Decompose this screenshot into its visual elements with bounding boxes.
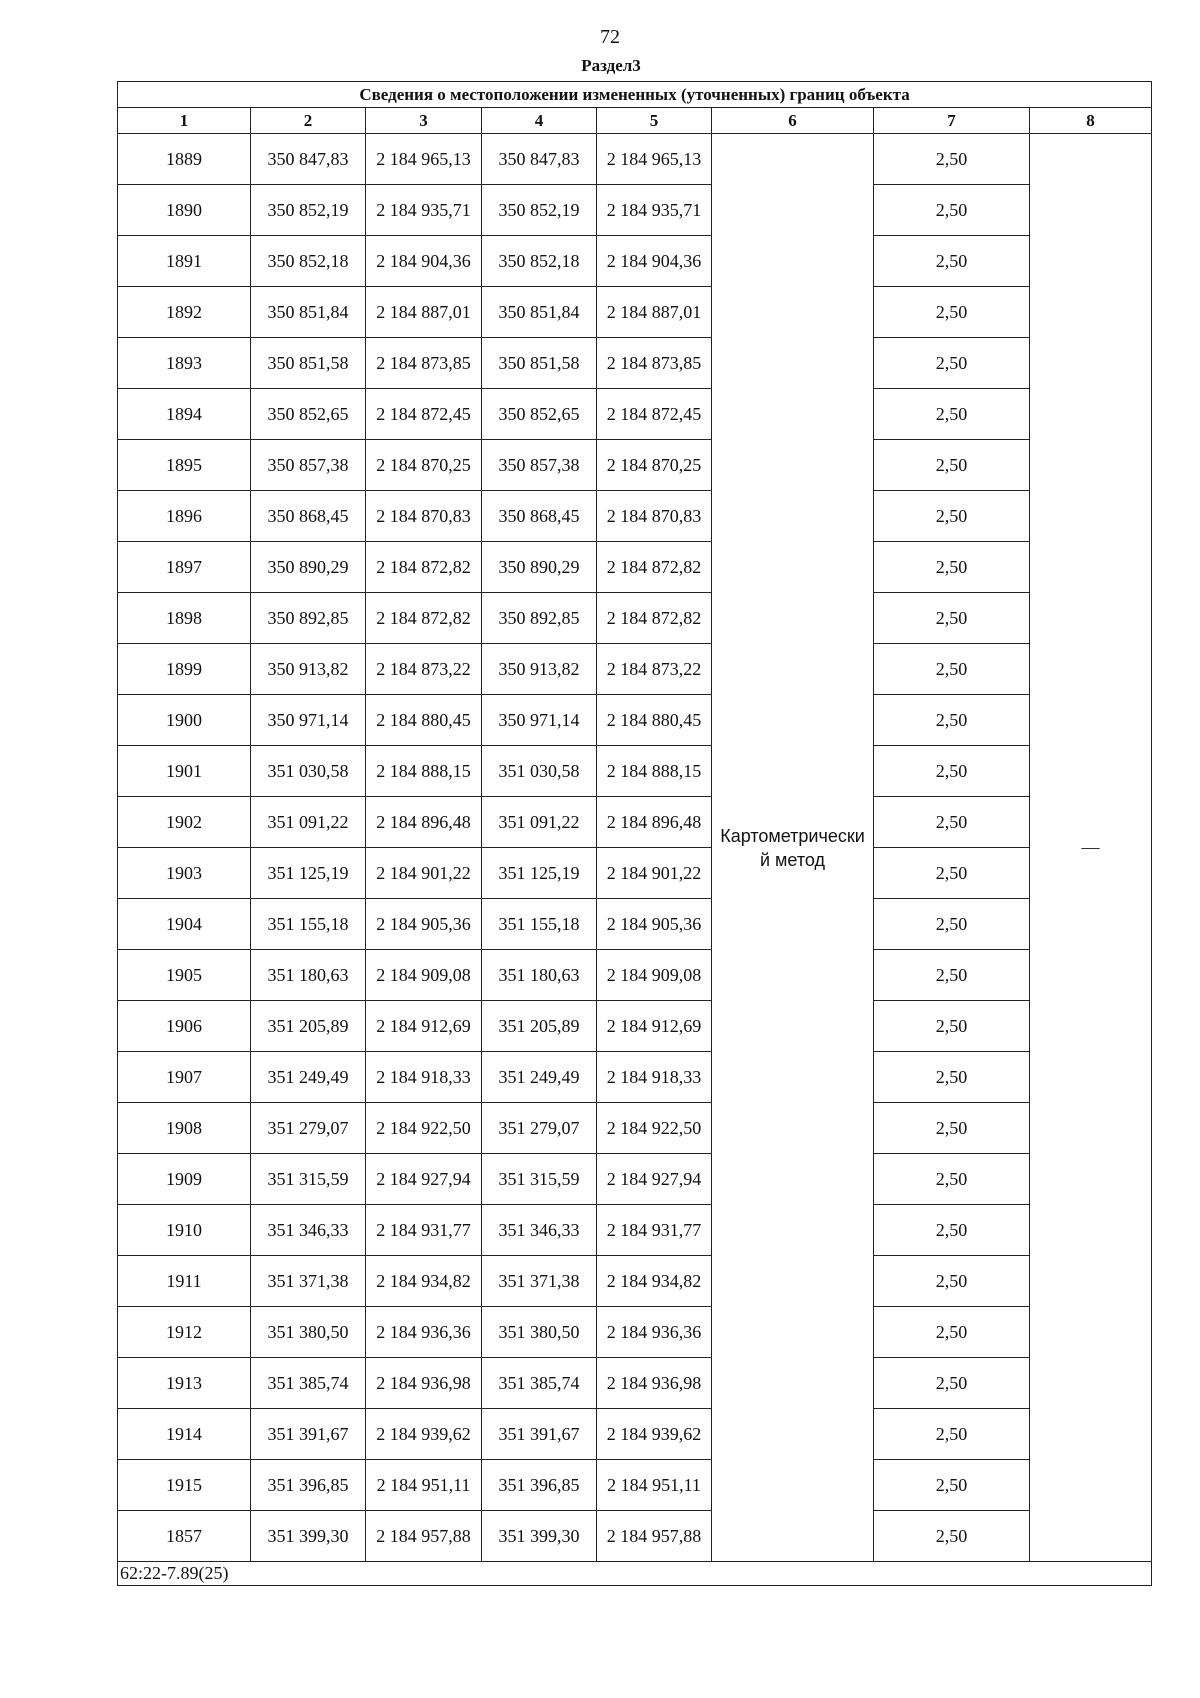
point-number-cell: 1914 — [118, 1409, 251, 1460]
table-row — [118, 1511, 1152, 1562]
y-new-coordinate-cell: 2 184 873,22 — [597, 644, 712, 695]
y-coordinate-cell: 2 184 872,82 — [366, 542, 482, 593]
table-row — [118, 950, 1152, 1001]
x-coordinate-cell: 351 380,50 — [251, 1307, 366, 1358]
y-new-coordinate-cell: 2 184 904,36 — [597, 236, 712, 287]
accuracy-cell: 2,50 — [874, 695, 1030, 746]
accuracy-cell: 2,50 — [874, 1052, 1030, 1103]
x-coordinate-cell: 350 851,58 — [251, 338, 366, 389]
table-row — [118, 695, 1152, 746]
x-new-coordinate-cell: 351 279,07 — [482, 1103, 597, 1154]
x-new-coordinate-cell: 351 399,30 — [482, 1511, 597, 1562]
point-number-cell: 1906 — [118, 1001, 251, 1052]
x-new-coordinate-cell: 351 315,59 — [482, 1154, 597, 1205]
point-number-cell: 1905 — [118, 950, 251, 1001]
y-coordinate-cell: 2 184 909,08 — [366, 950, 482, 1001]
accuracy-cell: 2,50 — [874, 797, 1030, 848]
y-coordinate-cell: 2 184 872,82 — [366, 593, 482, 644]
x-new-coordinate-cell: 350 913,82 — [482, 644, 597, 695]
y-coordinate-cell: 2 184 873,22 — [366, 644, 482, 695]
accuracy-cell: 2,50 — [874, 1154, 1030, 1205]
table-row — [118, 1103, 1152, 1154]
point-number-cell: 1895 — [118, 440, 251, 491]
y-new-coordinate-cell: 2 184 951,11 — [597, 1460, 712, 1511]
y-coordinate-cell: 2 184 888,15 — [366, 746, 482, 797]
table-row — [118, 1358, 1152, 1409]
table-row — [118, 593, 1152, 644]
y-new-coordinate-cell: 2 184 936,36 — [597, 1307, 712, 1358]
x-new-coordinate-cell: 350 851,58 — [482, 338, 597, 389]
point-number-cell: 1894 — [118, 389, 251, 440]
y-new-coordinate-cell: 2 184 888,15 — [597, 746, 712, 797]
page-number: 72 — [600, 26, 620, 48]
column-header: 8 — [1030, 108, 1152, 134]
accuracy-cell: 2,50 — [874, 1001, 1030, 1052]
accuracy-cell: 2,50 — [874, 644, 1030, 695]
y-coordinate-cell: 2 184 873,85 — [366, 338, 482, 389]
column-header: 3 — [366, 108, 482, 134]
y-coordinate-cell: 2 184 922,50 — [366, 1103, 482, 1154]
accuracy-cell: 2,50 — [874, 1358, 1030, 1409]
table-row — [118, 797, 1152, 848]
y-coordinate-cell: 2 184 939,62 — [366, 1409, 482, 1460]
accuracy-cell: 2,50 — [874, 491, 1030, 542]
table-row — [118, 1205, 1152, 1256]
x-new-coordinate-cell: 350 852,65 — [482, 389, 597, 440]
x-coordinate-cell: 350 857,38 — [251, 440, 366, 491]
x-coordinate-cell: 351 396,85 — [251, 1460, 366, 1511]
y-new-coordinate-cell: 2 184 939,62 — [597, 1409, 712, 1460]
x-new-coordinate-cell: 351 091,22 — [482, 797, 597, 848]
accuracy-cell: 2,50 — [874, 185, 1030, 236]
accuracy-cell: 2,50 — [874, 1256, 1030, 1307]
x-coordinate-cell: 350 913,82 — [251, 644, 366, 695]
y-new-coordinate-cell: 2 184 870,83 — [597, 491, 712, 542]
y-coordinate-cell: 2 184 905,36 — [366, 899, 482, 950]
x-new-coordinate-cell: 350 971,14 — [482, 695, 597, 746]
table-row — [118, 338, 1152, 389]
method-cell: Картометрически й метод — [712, 134, 874, 1562]
table-row — [118, 848, 1152, 899]
x-new-coordinate-cell: 351 180,63 — [482, 950, 597, 1001]
point-number-cell: 1907 — [118, 1052, 251, 1103]
table-row — [118, 134, 1152, 185]
table-row — [118, 1409, 1152, 1460]
y-new-coordinate-cell: 2 184 872,45 — [597, 389, 712, 440]
accuracy-cell: 2,50 — [874, 1511, 1030, 1562]
x-new-coordinate-cell: 351 371,38 — [482, 1256, 597, 1307]
table-row — [118, 185, 1152, 236]
y-new-coordinate-cell: 2 184 870,25 — [597, 440, 712, 491]
x-new-coordinate-cell: 350 852,18 — [482, 236, 597, 287]
x-coordinate-cell: 350 852,65 — [251, 389, 366, 440]
y-coordinate-cell: 2 184 896,48 — [366, 797, 482, 848]
x-coordinate-cell: 351 125,19 — [251, 848, 366, 899]
x-coordinate-cell: 351 205,89 — [251, 1001, 366, 1052]
y-coordinate-cell: 2 184 931,77 — [366, 1205, 482, 1256]
x-coordinate-cell: 350 971,14 — [251, 695, 366, 746]
x-new-coordinate-cell: 351 346,33 — [482, 1205, 597, 1256]
accuracy-cell: 2,50 — [874, 593, 1030, 644]
x-coordinate-cell: 351 315,59 — [251, 1154, 366, 1205]
accuracy-cell: 2,50 — [874, 542, 1030, 593]
x-new-coordinate-cell: 351 380,50 — [482, 1307, 597, 1358]
table-row — [118, 1307, 1152, 1358]
x-coordinate-cell: 351 155,18 — [251, 899, 366, 950]
y-coordinate-cell: 2 184 934,82 — [366, 1256, 482, 1307]
accuracy-cell: 2,50 — [874, 746, 1030, 797]
y-new-coordinate-cell: 2 184 934,82 — [597, 1256, 712, 1307]
footer-row — [118, 1562, 1152, 1586]
y-new-coordinate-cell: 2 184 905,36 — [597, 899, 712, 950]
y-coordinate-cell: 2 184 927,94 — [366, 1154, 482, 1205]
table-row — [118, 1460, 1152, 1511]
y-coordinate-cell: 2 184 872,45 — [366, 389, 482, 440]
point-number-cell: 1912 — [118, 1307, 251, 1358]
point-number-cell: 1903 — [118, 848, 251, 899]
y-new-coordinate-cell: 2 184 918,33 — [597, 1052, 712, 1103]
table-row — [118, 389, 1152, 440]
accuracy-cell: 2,50 — [874, 899, 1030, 950]
table-row — [118, 1256, 1152, 1307]
point-number-cell: 1904 — [118, 899, 251, 950]
x-new-coordinate-cell: 351 205,89 — [482, 1001, 597, 1052]
column-header: 1 — [118, 108, 251, 134]
x-coordinate-cell: 350 847,83 — [251, 134, 366, 185]
y-new-coordinate-cell: 2 184 957,88 — [597, 1511, 712, 1562]
table-row — [118, 491, 1152, 542]
accuracy-cell: 2,50 — [874, 950, 1030, 1001]
x-new-coordinate-cell: 350 851,84 — [482, 287, 597, 338]
x-coordinate-cell: 351 091,22 — [251, 797, 366, 848]
y-coordinate-cell: 2 184 965,13 — [366, 134, 482, 185]
x-new-coordinate-cell: 351 385,74 — [482, 1358, 597, 1409]
accuracy-cell: 2,50 — [874, 134, 1030, 185]
x-new-coordinate-cell: 350 857,38 — [482, 440, 597, 491]
table-row — [118, 440, 1152, 491]
y-coordinate-cell: 2 184 904,36 — [366, 236, 482, 287]
y-new-coordinate-cell: 2 184 901,22 — [597, 848, 712, 899]
x-coordinate-cell: 350 852,19 — [251, 185, 366, 236]
x-coordinate-cell: 351 399,30 — [251, 1511, 366, 1562]
x-new-coordinate-cell: 350 892,85 — [482, 593, 597, 644]
point-number-cell: 1911 — [118, 1256, 251, 1307]
y-new-coordinate-cell: 2 184 965,13 — [597, 134, 712, 185]
table-row — [118, 1154, 1152, 1205]
x-coordinate-cell: 351 180,63 — [251, 950, 366, 1001]
table-row — [118, 644, 1152, 695]
accuracy-cell: 2,50 — [874, 287, 1030, 338]
point-number-cell: 1897 — [118, 542, 251, 593]
cadastral-number: 62:22-7.89(25) — [118, 1562, 1152, 1586]
y-coordinate-cell: 2 184 887,01 — [366, 287, 482, 338]
point-number-cell: 1899 — [118, 644, 251, 695]
x-coordinate-cell: 351 385,74 — [251, 1358, 366, 1409]
x-new-coordinate-cell: 351 396,85 — [482, 1460, 597, 1511]
x-coordinate-cell: 350 851,84 — [251, 287, 366, 338]
y-new-coordinate-cell: 2 184 912,69 — [597, 1001, 712, 1052]
point-number-cell: 1900 — [118, 695, 251, 746]
y-new-coordinate-cell: 2 184 896,48 — [597, 797, 712, 848]
y-coordinate-cell: 2 184 918,33 — [366, 1052, 482, 1103]
section-title: Раздел3 — [581, 56, 641, 75]
point-number-cell: 1909 — [118, 1154, 251, 1205]
point-number-cell: 1915 — [118, 1460, 251, 1511]
y-new-coordinate-cell: 2 184 936,98 — [597, 1358, 712, 1409]
y-coordinate-cell: 2 184 880,45 — [366, 695, 482, 746]
y-new-coordinate-cell: 2 184 873,85 — [597, 338, 712, 389]
y-coordinate-cell: 2 184 936,98 — [366, 1358, 482, 1409]
coordinates-table — [117, 81, 1152, 1586]
accuracy-cell: 2,50 — [874, 1409, 1030, 1460]
point-number-cell: 1891 — [118, 236, 251, 287]
table-row — [118, 236, 1152, 287]
column-header: 2 — [251, 108, 366, 134]
column-header: 6 — [712, 108, 874, 134]
x-coordinate-cell: 351 249,49 — [251, 1052, 366, 1103]
x-new-coordinate-cell: 350 847,83 — [482, 134, 597, 185]
y-new-coordinate-cell: 2 184 887,01 — [597, 287, 712, 338]
x-coordinate-cell: 351 279,07 — [251, 1103, 366, 1154]
point-number-cell: 1857 — [118, 1511, 251, 1562]
x-coordinate-cell: 350 852,18 — [251, 236, 366, 287]
y-new-coordinate-cell: 2 184 935,71 — [597, 185, 712, 236]
table-row — [118, 287, 1152, 338]
point-number-cell: 1901 — [118, 746, 251, 797]
point-number-cell: 1910 — [118, 1205, 251, 1256]
point-number-cell: 1908 — [118, 1103, 251, 1154]
y-coordinate-cell: 2 184 912,69 — [366, 1001, 482, 1052]
y-new-coordinate-cell: 2 184 872,82 — [597, 542, 712, 593]
y-coordinate-cell: 2 184 936,36 — [366, 1307, 482, 1358]
y-new-coordinate-cell: 2 184 909,08 — [597, 950, 712, 1001]
x-new-coordinate-cell: 350 852,19 — [482, 185, 597, 236]
accuracy-cell: 2,50 — [874, 1307, 1030, 1358]
x-coordinate-cell: 351 371,38 — [251, 1256, 366, 1307]
accuracy-cell: 2,50 — [874, 848, 1030, 899]
x-new-coordinate-cell: 350 868,45 — [482, 491, 597, 542]
point-number-cell: 1892 — [118, 287, 251, 338]
accuracy-cell: 2,50 — [874, 1460, 1030, 1511]
x-new-coordinate-cell: 350 890,29 — [482, 542, 597, 593]
accuracy-cell: 2,50 — [874, 1205, 1030, 1256]
x-new-coordinate-cell: 351 030,58 — [482, 746, 597, 797]
y-new-coordinate-cell: 2 184 872,82 — [597, 593, 712, 644]
x-coordinate-cell: 350 868,45 — [251, 491, 366, 542]
y-coordinate-cell: 2 184 951,11 — [366, 1460, 482, 1511]
accuracy-cell: 2,50 — [874, 338, 1030, 389]
accuracy-cell: 2,50 — [874, 1103, 1030, 1154]
y-new-coordinate-cell: 2 184 931,77 — [597, 1205, 712, 1256]
y-coordinate-cell: 2 184 901,22 — [366, 848, 482, 899]
y-coordinate-cell: 2 184 957,88 — [366, 1511, 482, 1562]
table-row — [118, 899, 1152, 950]
column-header: 7 — [874, 108, 1030, 134]
table-row — [118, 1001, 1152, 1052]
x-new-coordinate-cell: 351 391,67 — [482, 1409, 597, 1460]
y-new-coordinate-cell: 2 184 880,45 — [597, 695, 712, 746]
y-coordinate-cell: 2 184 935,71 — [366, 185, 482, 236]
table-row — [118, 1052, 1152, 1103]
x-coordinate-cell: 350 890,29 — [251, 542, 366, 593]
table-caption: Сведения о местоположении измененных (уточненных) границ объекта — [118, 82, 1152, 108]
x-new-coordinate-cell: 351 155,18 — [482, 899, 597, 950]
x-coordinate-cell: 350 892,85 — [251, 593, 366, 644]
point-number-cell: 1898 — [118, 593, 251, 644]
x-coordinate-cell: 351 346,33 — [251, 1205, 366, 1256]
x-new-coordinate-cell: 351 249,49 — [482, 1052, 597, 1103]
accuracy-cell: 2,50 — [874, 389, 1030, 440]
y-coordinate-cell: 2 184 870,83 — [366, 491, 482, 542]
column-header: 5 — [597, 108, 712, 134]
point-number-cell: 1896 — [118, 491, 251, 542]
x-coordinate-cell: 351 030,58 — [251, 746, 366, 797]
y-new-coordinate-cell: 2 184 927,94 — [597, 1154, 712, 1205]
point-number-cell: 1913 — [118, 1358, 251, 1409]
header-row — [118, 108, 1152, 134]
table-row — [118, 746, 1152, 797]
accuracy-cell: 2,50 — [874, 236, 1030, 287]
x-coordinate-cell: 351 391,67 — [251, 1409, 366, 1460]
accuracy-cell: 2,50 — [874, 440, 1030, 491]
point-number-cell: 1889 — [118, 134, 251, 185]
table-row — [118, 542, 1152, 593]
column-header: 4 — [482, 108, 597, 134]
point-number-cell: 1902 — [118, 797, 251, 848]
point-number-cell: 1893 — [118, 338, 251, 389]
x-new-coordinate-cell: 351 125,19 — [482, 848, 597, 899]
y-coordinate-cell: 2 184 870,25 — [366, 440, 482, 491]
point-number-cell: 1890 — [118, 185, 251, 236]
y-new-coordinate-cell: 2 184 922,50 — [597, 1103, 712, 1154]
description-cell: — — [1030, 134, 1152, 1562]
